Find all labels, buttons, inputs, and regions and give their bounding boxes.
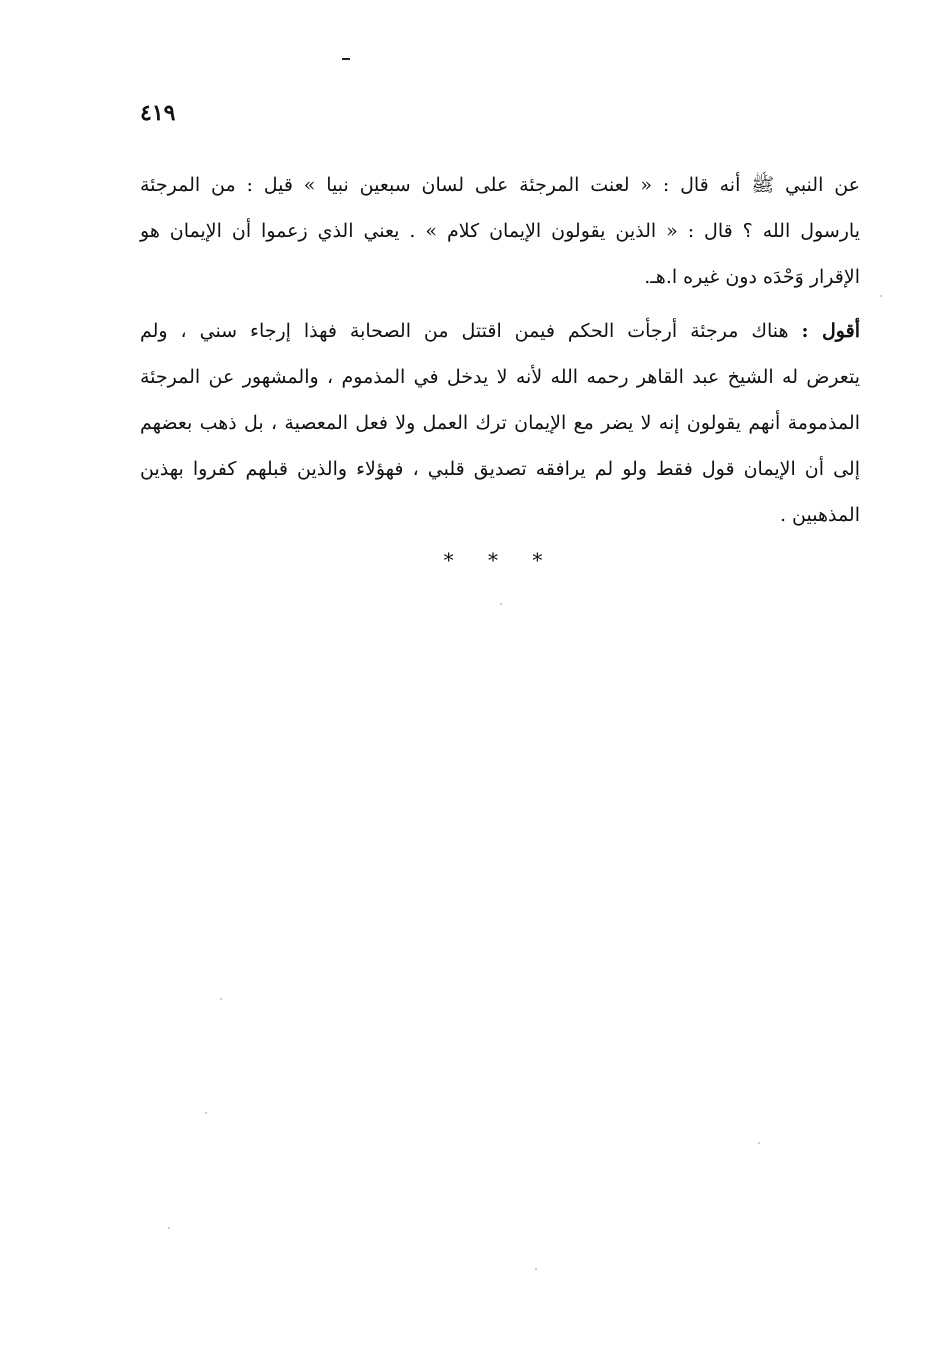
scan-speck	[880, 295, 882, 297]
scan-speck	[220, 998, 222, 1000]
paragraph-2-line-1	[140, 308, 860, 354]
paragraph-1	[140, 162, 860, 300]
paragraph-1-line-1: عن النبي ﷺ أنه قال : « لعنت المرجئة على لسان سبعين نبيا » قيل : من المرجئة	[140, 174, 860, 196]
paragraph-2-line-2: يتعرض له الشيخ عبد القاهر رحمه الله لأنه لا يدخل في المذموم ، والمشهور عن المرجئة	[140, 366, 860, 388]
scan-speck	[500, 603, 502, 605]
section-separator: * * *	[443, 548, 557, 572]
top-mark	[342, 58, 350, 60]
paragraph-2-line-5: المذهبين .	[779, 504, 860, 526]
paragraph-2-line-4: إلى أن الإيمان قول فقط ولو لم يرافقه تصديق قلبي ، فهؤلاء والذين قبلهم كفروا بهذين	[140, 458, 860, 480]
scan-speck	[535, 1268, 537, 1270]
scan-speck	[205, 1112, 207, 1114]
paragraph-2-lead: أقول :	[801, 320, 860, 342]
page-number: ٤١٩	[140, 100, 176, 126]
paragraph-1-line-3: الإقرار وَحْدَه دون غيره ا.هـ.	[644, 266, 860, 288]
paragraph-2-line-1-text: هناك مرجئة أرجأت الحكم فيمن اقتتل من الصحابة فهذا إرجاء سني ، ولم	[140, 320, 789, 342]
paragraph-2	[140, 308, 860, 538]
scan-speck	[758, 1142, 760, 1144]
paragraph-2-line-3: المذمومة أنهم يقولون إنه لا يضر مع الإيمان ترك العمل ولا فعل المعصية ، بل ذهب بعضهم	[140, 412, 860, 434]
paragraph-1-line-2: يارسول الله ؟ قال : « الذين يقولون الإيمان كلام » . يعني الذي زعموا أن الإيمان هو	[140, 220, 860, 242]
scan-speck	[168, 1227, 170, 1229]
